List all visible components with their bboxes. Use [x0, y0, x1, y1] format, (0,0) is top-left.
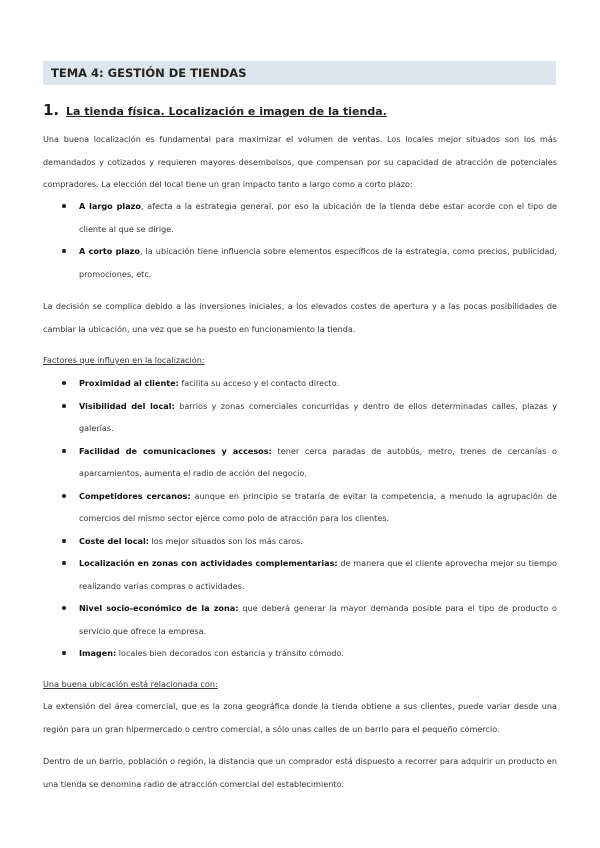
ubicacion-subheading: Una buena ubicación está relacionada con:	[43, 679, 218, 689]
term-text: , afecta a la estrategia general, por eso la ubicación de la tienda debe estar acorde con el tipo de cliente al que se dirige.	[79, 201, 557, 234]
list-item	[60, 485, 557, 530]
radio-paragraph: Dentro de un barrio, población o región, la distancia que un comprador está dispuesto a recorrer para adquirir un producto en una tienda se denomina radio de atracción comercial del establecimiento.	[43, 756, 557, 789]
section-title: La tienda física. Localización e imagen de la tienda.	[65, 105, 387, 118]
term-label: Nivel socio-económico de la zona:	[79, 603, 239, 613]
chapter-title: TEMA 4: GESTIÓN DE TIENDAS	[43, 61, 556, 85]
term-label: Imagen:	[79, 648, 117, 658]
factores-subheading: Factores que influyen en la localización:	[43, 355, 205, 365]
list-item	[60, 395, 557, 440]
term-text: barrios y zonas comerciales concurridas y dentro de ellos determinadas calles, plazas y galerías.	[79, 400, 558, 433]
term-text: locales bien decorados con estancia y tránsito cómodo.	[116, 648, 344, 658]
term-label: Localización en zonas con actividades complementarias:	[79, 558, 338, 568]
list-item	[60, 440, 557, 485]
term-label: Visibilidad del local:	[79, 400, 175, 411]
term-text: aunque en principio se trataría de evitar la competencia, a menudo la agrupación de comercios del mismo sector ejerce como polo de atracción para los clientes.	[79, 490, 557, 523]
list-item	[60, 372, 557, 395]
term-label: A largo plazo	[79, 201, 141, 211]
term-label: Proximidad al cliente:	[79, 378, 179, 388]
list-item	[60, 530, 557, 553]
term-text: que deberá generar la mayor demanda posible para el tipo de producto o servicio que ofrece la empresa.	[79, 603, 557, 636]
factores-list	[60, 372, 557, 665]
term-text: facilita su acceso y el contacto directo.	[178, 378, 340, 388]
term-label: Competidores cercanos:	[79, 490, 191, 501]
term-label: Facilidad de comunicaciones y accesos:	[79, 445, 272, 456]
ubicacion-paragraph: La extensión del área comercial, que es la zona geográfica donde la tienda obtiene a sus clientes, puede variar desde una región para un gran hipermercado o centro comercial, a sólo unas calles de un barrio para el pequeño comercio.	[43, 701, 557, 734]
term-text: los mejor situados son los más caros.	[148, 535, 303, 546]
list-item	[60, 240, 557, 285]
decision-paragraph: La decisión se complica debido a las inversiones iniciales, a los elevados costes de apertura y a las pocas posibilidades de cambiar la ubicación, una vez que se ha puesto en funcionamiento la tienda.	[43, 301, 557, 334]
term-text: tener cerca paradas de autobús, metro, trenes de cercanías o aparcamientos, aumenta el radio de acción del negocio.	[79, 445, 557, 478]
list-item	[60, 642, 557, 665]
term-text: de manera que el cliente aprovecha mejor su tiempo realizando varias compras o actividades.	[79, 558, 557, 591]
term-label: Coste del local:	[79, 535, 149, 546]
list-item	[60, 195, 557, 240]
section-heading	[43, 101, 387, 119]
plazo-list	[60, 195, 557, 285]
term-text: , la ubicación tiene influencia sobre elementos específicos de la estrategia, como precios, publicidad, promociones, etc.	[79, 246, 558, 279]
intro-paragraph: Una buena localización es fundamental para maximizar el volumen de ventas. Los locales mejor situados son los más demandados y cotizados y requieren mayores desembolsos, que compensan por su capacidad de atracción de potenciales compradores. La elección del local tiene un gran impacto tanto a largo como a corto plazo:	[43, 134, 557, 189]
term-label: A corto plazo	[79, 246, 140, 256]
list-item	[60, 597, 557, 642]
section-number: 1.	[43, 101, 60, 119]
list-item	[60, 552, 557, 597]
